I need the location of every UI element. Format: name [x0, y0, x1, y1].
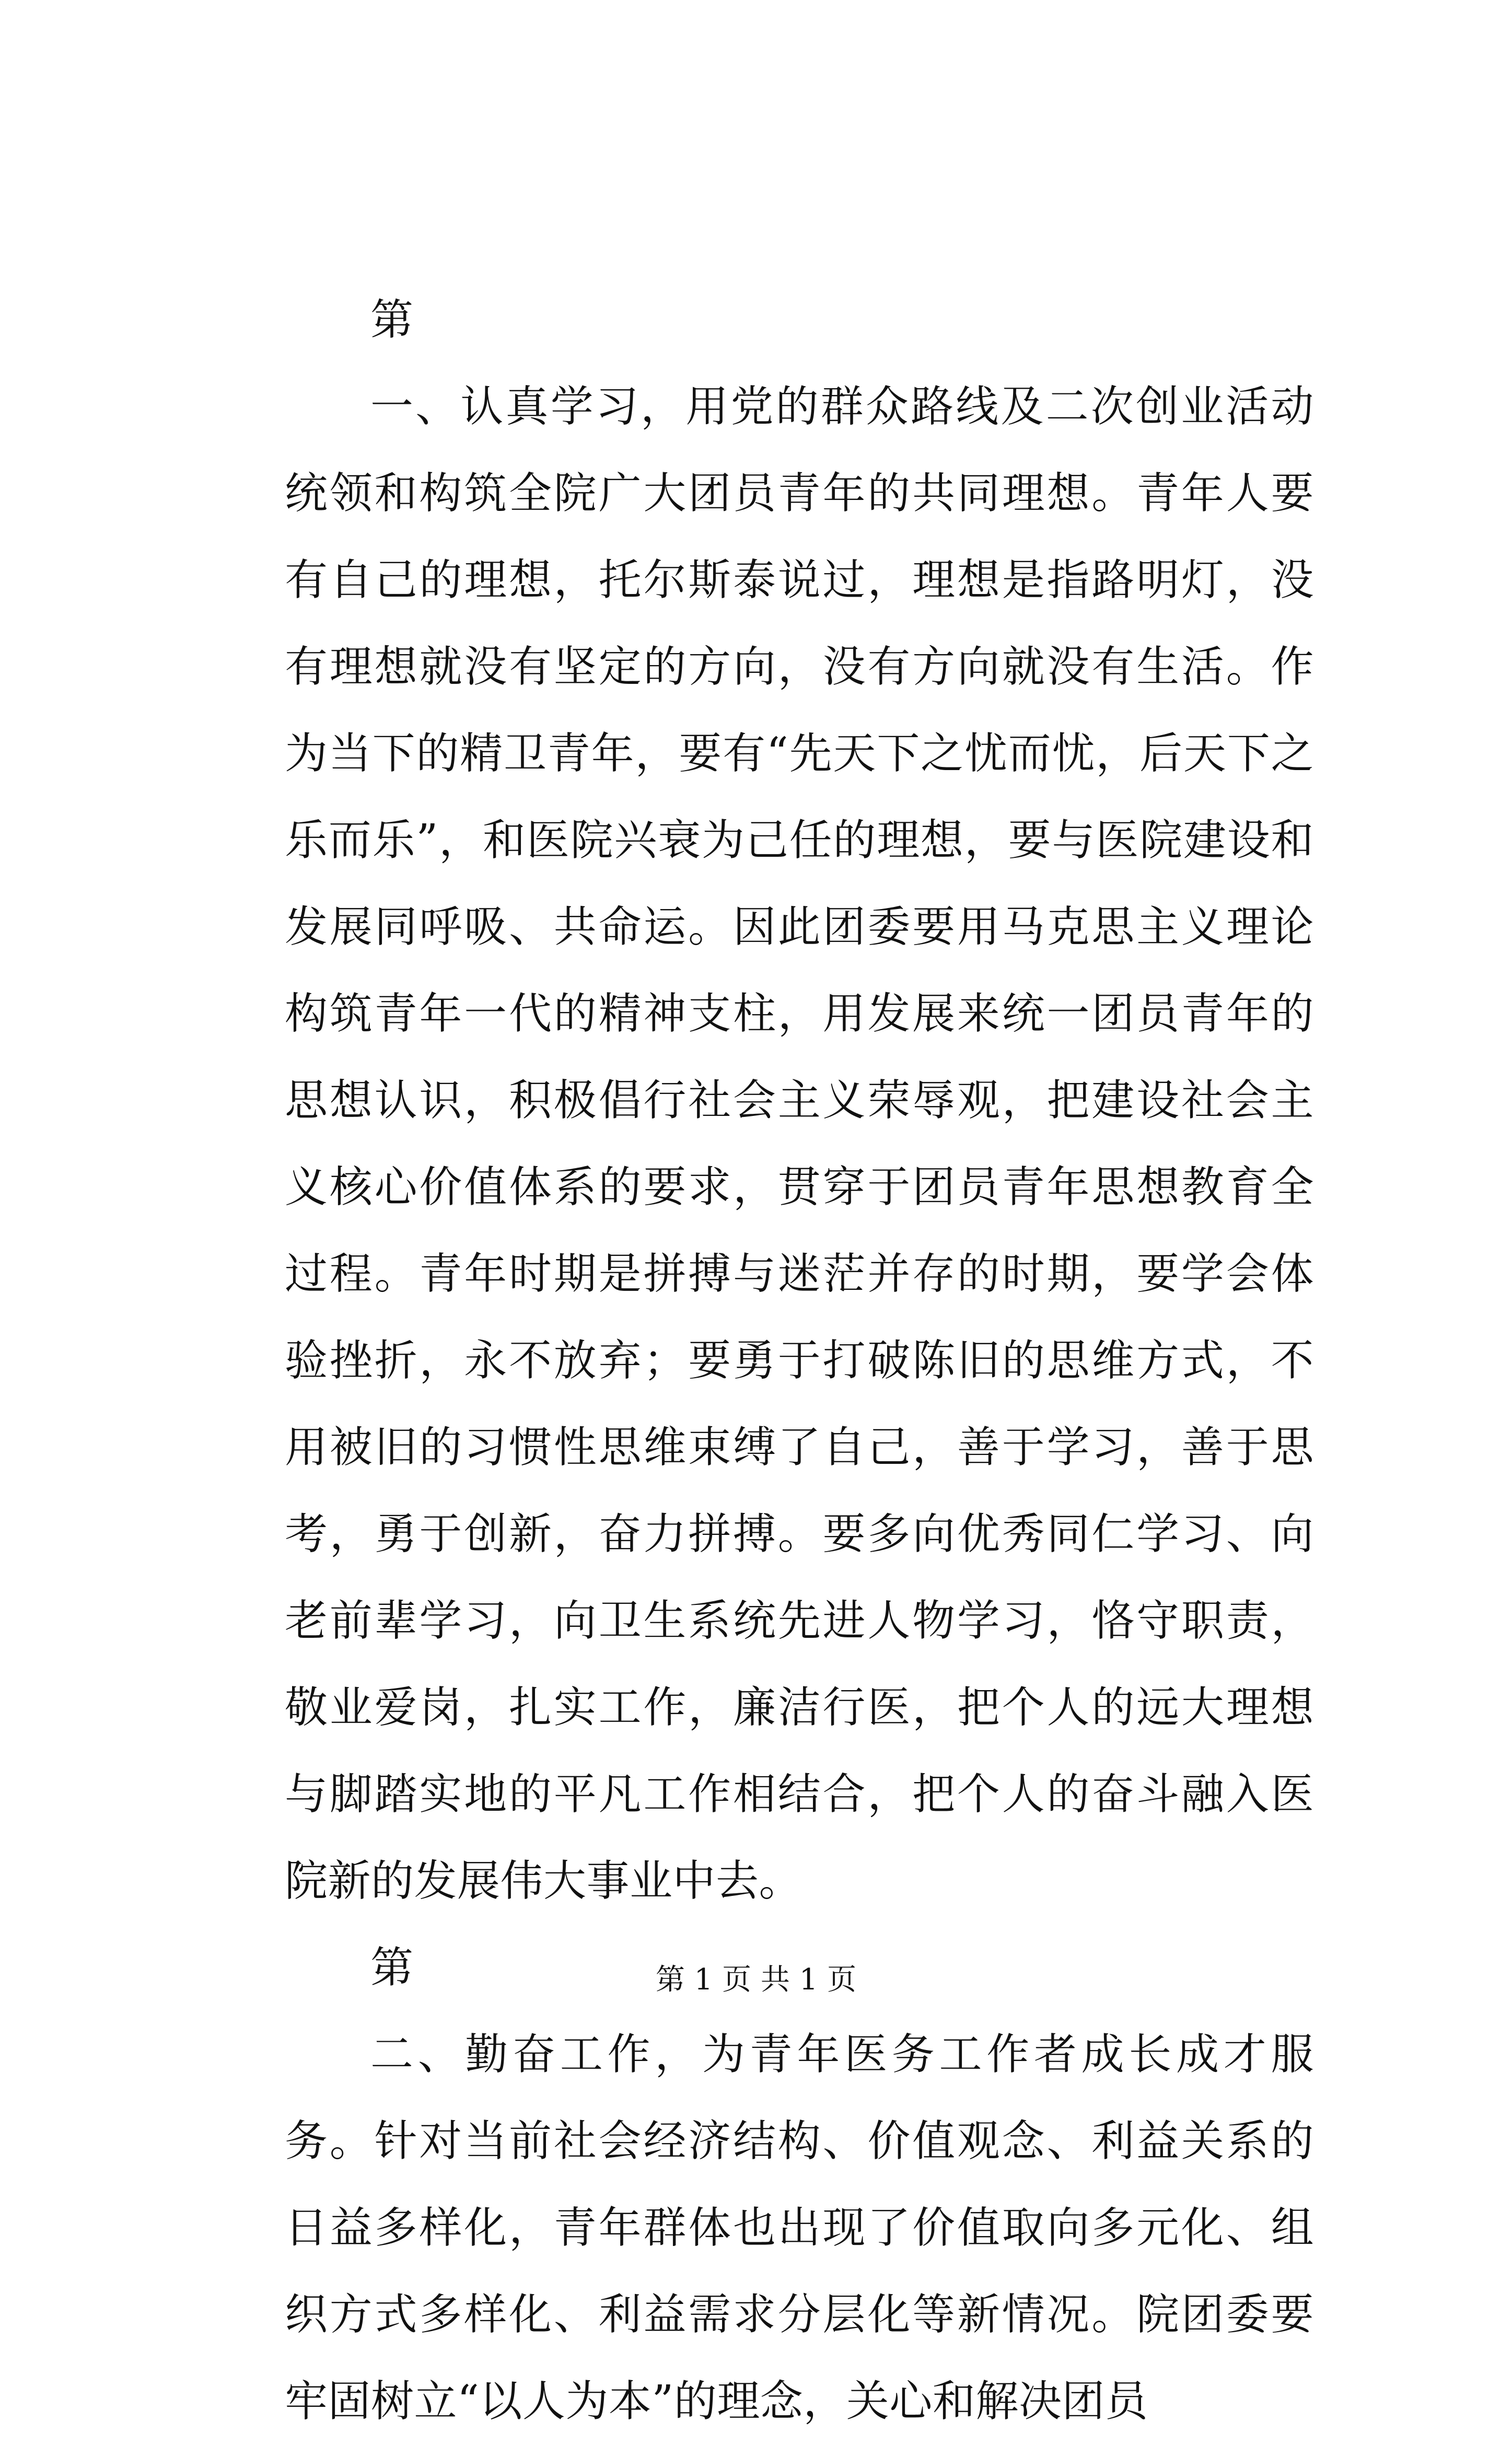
section1-marker: 第 — [370, 295, 414, 345]
section2-paragraph: 二、勤奋工作，为青年医务工作者成长成才服务。针对当前社会经济结构、价值观念、利益关系的日益多样化，青年群体也出现了价值取向多元化、组织方式多样化、利益需求分层化等新情况。院团委要牢固树立“以人为本”的理念，关心和解决团员 — [285, 2030, 1314, 2426]
section2-marker: 第 — [370, 1943, 414, 1993]
page-footer: 第 1 页 共 1 页 — [655, 1963, 857, 1997]
section1-paragraph: 一、认真学习，用党的群众路线及二次创业活动统领和构筑全院广大团员青年的共同理想。青年人要有自己的理想，托尔斯泰说过，理想是指路明灯，没有理想就没有坚定的方向，没有方向就没有生活。作为当下的精卫青年，要有“先天下之忧而忧，后天下之乐而乐”，和医院兴衰为己任的理想，要与医院建设和发展同呼吸、共命运。因此团委要用马克思主义理论构筑青年一代的精神支柱，用发展来统一团员青年的思想认识，积极倡行社会主义荣辱观，把建设社会主义核心价值体系的要求，贯穿于团员青年思想教育全过程。青年时期是拼搏与迷茫并存的时期，要学会体验挫折，永不放弃；要勇于打破陈旧的思维方式，不用被旧的习惯性思维束缚了自己，善于学习，善于思考，勇于创新，奋力拼搏。要多向优秀同仁学习、向老前辈学习，向卫生系统先进人物学习，恪守职责，敬业爱岗，扎实工作，廉洁行医，把个人的远大理想与脚踏实地的平凡工作相结合，把个人的奋斗融入医院新的发展伟大事业中去。 — [285, 382, 1314, 1906]
document-body — [285, 277, 1314, 2445]
